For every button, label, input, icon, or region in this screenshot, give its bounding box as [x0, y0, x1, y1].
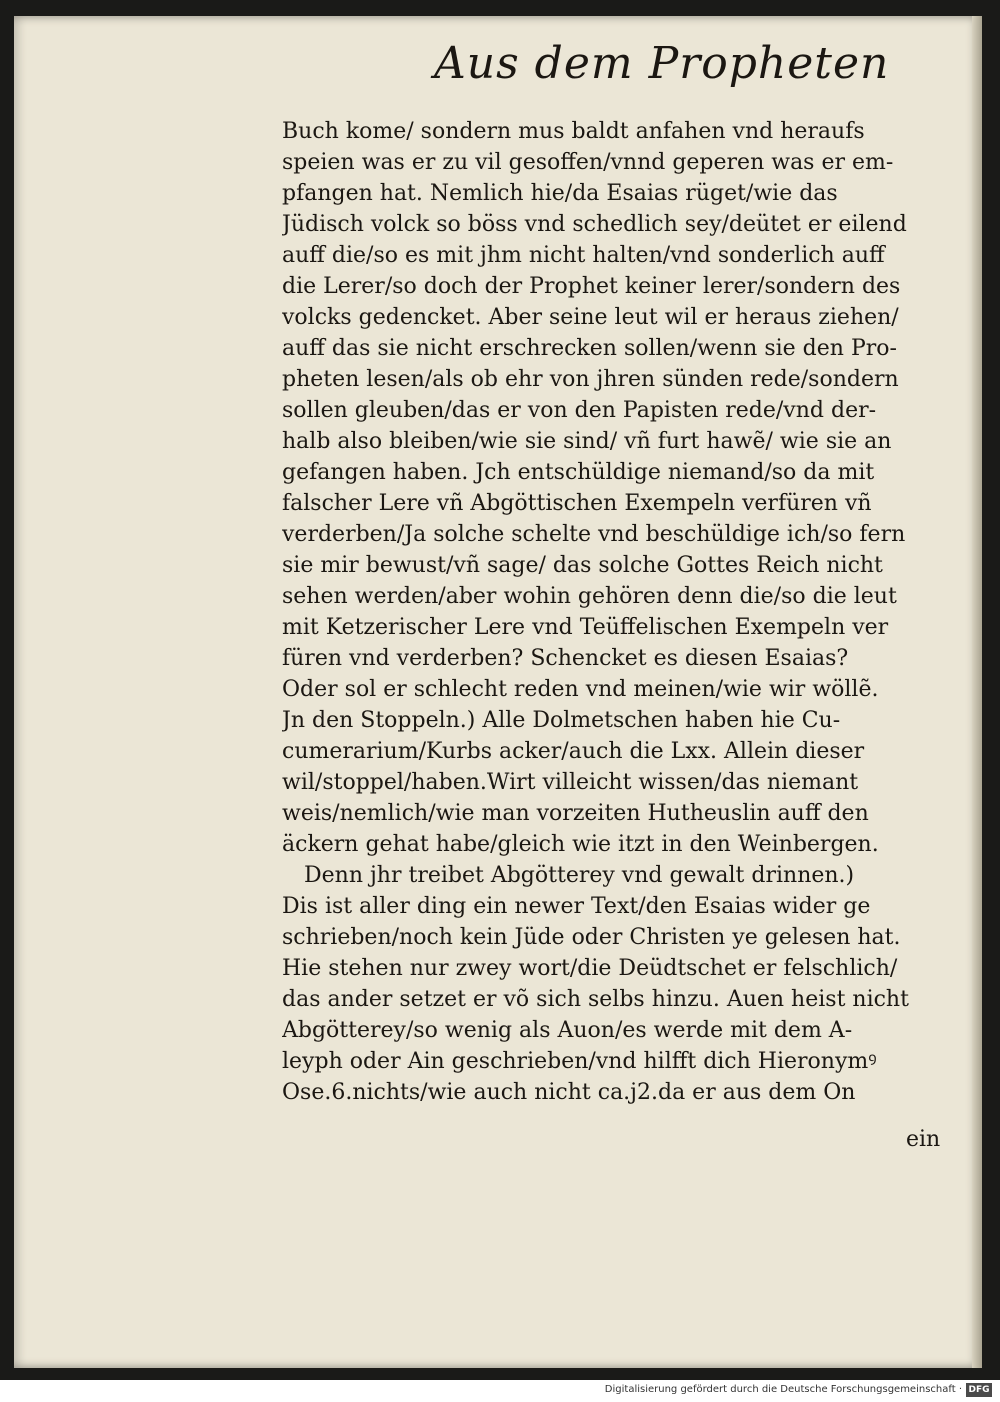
text-line: pheten lesen/als ob ehr von jhren sünden rede/sondern [282, 367, 899, 392]
text-line: sollen gleuben/das er von den Papisten rede/vnd der- [282, 398, 877, 423]
body-text [282, 116, 950, 1108]
running-head: Aus dem Propheten [434, 38, 890, 89]
catchword: ein [906, 1127, 941, 1152]
text-line: weis/nemlich/wie man vorzeiten Hutheuslin auff den [282, 801, 869, 826]
text-line: Oder sol er schlecht reden vnd meinen/wie wir wöllẽ. [282, 677, 879, 702]
text-line: pfangen hat. Nemlich hie/da Esaias rüget/wie das [282, 181, 838, 206]
text-line: wil/stoppel/haben.Wirt villeicht wissen/das niemant [282, 770, 859, 795]
text-line: sehen werden/aber wohin gehören denn die/so die leut [282, 584, 897, 609]
text-line: Buch kome/ sondern mus baldt anfahen vnd heraufs [282, 119, 865, 144]
text-line: auff das sie nicht erschrecken sollen/wenn sie den Pro- [282, 336, 897, 361]
text-line: äckern gehat habe/gleich wie itzt in den Weinbergen. [282, 832, 879, 857]
text-line: sie mir bewust/vñ sage/ das solche Gottes Reich nicht [282, 553, 883, 578]
text-line: speien was er zu vil gesoffen/vnnd geperen was er em- [282, 150, 894, 175]
text-line: Jüdisch volck so böss vnd schedlich sey/deütet er eilend [282, 212, 907, 237]
book-page [14, 16, 982, 1368]
funding-notice: Digitalisierung gefördert durch die Deutsche Forschungsgemeinschaft · [604, 1384, 962, 1395]
text-line: Denn jhr treibet Abgötterey vnd gewalt drinnen.) [304, 863, 855, 888]
text-line: die Lerer/so doch der Prophet keiner lerer/sondern des [282, 274, 901, 299]
text-line: leyph oder Ain geschrieben/vnd hilfft dich Hieronymꝰ [282, 1049, 877, 1074]
text-line: mit Ketzerischer Lere vnd Teüffelischen Exempeln ver [282, 615, 889, 640]
text-line: Abgötterey/so wenig als Auon/es werde mit dem A- [282, 1018, 853, 1043]
text-line: Ose.6.nichts/wie auch nicht ca.j2.da er aus dem On [282, 1080, 856, 1105]
text-line: Jn den Stoppeln.) Alle Dolmetschen haben hie Cu- [282, 708, 841, 733]
text-line: verderben/Ja solche schelte vnd beschüldige ich/so fern [282, 522, 906, 547]
text-line: volcks gedencket. Aber seine leut wil er heraus ziehen/ [282, 305, 899, 330]
text-line: das ander setzet er võ sich selbs hinzu. Auen heist nicht [282, 987, 909, 1012]
text-line: auff die/so es mit jhm nicht halten/vnd sonderlich auff [282, 243, 885, 268]
text-line: halb also bleiben/wie sie sind/ vñ furt hawẽ/ wie sie an [282, 429, 892, 454]
text-line: Dis ist aller ding ein newer Text/den Esaias wider ge [282, 894, 871, 919]
text-line: füren vnd verderben? Schencket es diesen Esaias? [282, 646, 849, 671]
text-line: falscher Lere vñ Abgöttischen Exempeln verfüren vñ [282, 491, 872, 516]
text-line: schrieben/noch kein Jüde oder Christen ye gelesen hat. [282, 925, 901, 950]
footer-bar [0, 1380, 1000, 1402]
text-line: gefangen haben. Jch entschüldige niemand/so da mit [282, 460, 875, 485]
text-line: cumerarium/Kurbs acker/auch die Lxx. Allein dieser [282, 739, 865, 764]
text-line: Hie stehen nur zwey wort/die Deüdtschet er felschlich/ [282, 956, 898, 981]
dfg-logo: DFG [966, 1383, 992, 1397]
page-edge-shadow [972, 16, 982, 1368]
